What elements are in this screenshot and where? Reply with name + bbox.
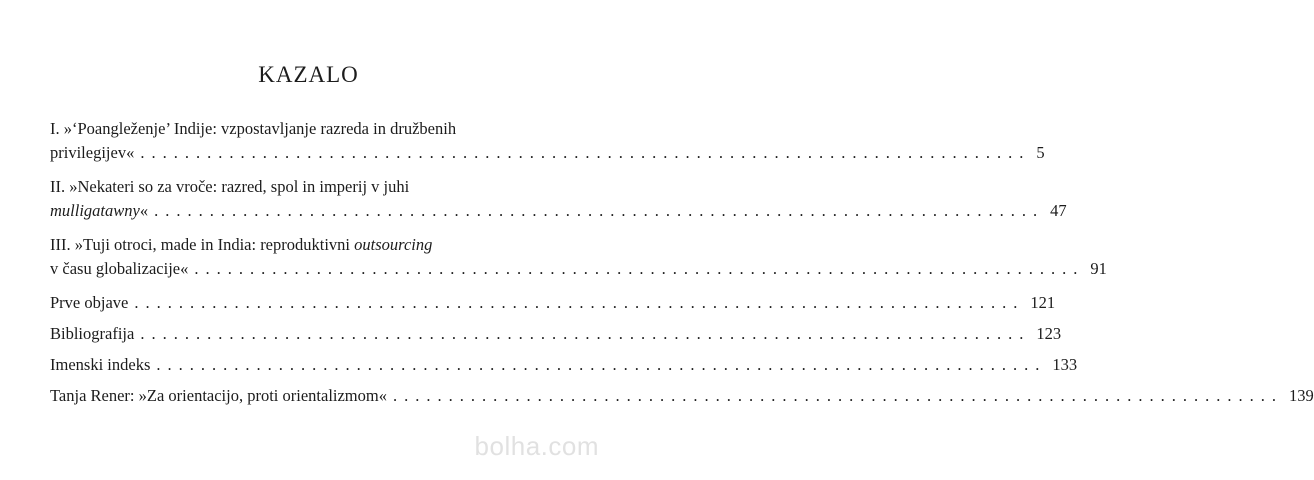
dot-leader: ................................................................................ [156,355,1047,374]
dot-leader: ................................................................................ [140,143,1031,162]
dot-leader: ................................................................................ [154,201,1045,220]
dot-leader: ................................................................................ [194,259,1085,278]
toc-entry-7 [50,384,1314,415]
closing-quote: « [139,201,149,220]
italic-term: outsourcing [354,235,433,254]
toc-entry-title-line [50,233,555,257]
toc-entry-2 [50,175,1067,233]
toc-entry-title: Bibliografija [50,324,135,343]
watermark-logo: bolha.com [474,431,599,461]
toc-entry-last-line [50,291,1056,315]
toc-page-number: 121 [1030,293,1056,312]
table-of-contents [50,117,1314,415]
toc-entry-title: Tanja Rener: »Za orientacijo, proti orientalizmom« [50,386,387,405]
dot-leader: ................................................................................ [392,386,1283,405]
toc-page-number: 123 [1036,324,1062,343]
toc-page-number: 91 [1090,259,1107,278]
toc-page-number: 139 [1288,386,1314,405]
dot-leader: ................................................................................ [134,293,1025,312]
toc-entry-last-line [50,199,1067,223]
toc-entry-title: Prve objave [50,293,129,312]
toc-entry-title-line: I. »‘Poangleženje’ Indije: vzpostavljanje razreda in družbenih [50,119,457,138]
toc-entry-last-line [50,257,1107,281]
toc-page-number: 47 [1050,201,1067,220]
toc-entry-title: Imenski indeks [50,355,151,374]
toc-entry-title-continuation: v času globalizacije« [50,259,189,278]
toc-page-number: 5 [1036,143,1045,162]
page-title: KAZALO [258,62,359,87]
toc-entry-title-continuation [50,199,148,223]
toc-entry-last-line [50,322,1062,346]
toc-entry-title-line: II. »Nekateri so za vroče: razred, spol in imperij v juhi [50,177,410,196]
toc-entry-4 [50,291,1056,322]
toc-entry-last-line [50,141,1045,165]
toc-entry-title-continuation: privilegijev« [50,143,135,162]
dot-leader: ................................................................................ [140,324,1031,343]
italic-term: mulligatawny [50,201,140,220]
toc-entry-6 [50,353,1078,384]
toc-entry-last-line [50,353,1078,377]
toc-entry-3 [50,233,1107,291]
toc-entry-last-line [50,384,1314,408]
toc-entry-5 [50,322,1062,353]
toc-page-number: 133 [1052,355,1078,374]
toc-entry-1 [50,117,1045,175]
title-prefix: III. »Tuji otroci, made in India: reproduktivni [50,235,355,254]
